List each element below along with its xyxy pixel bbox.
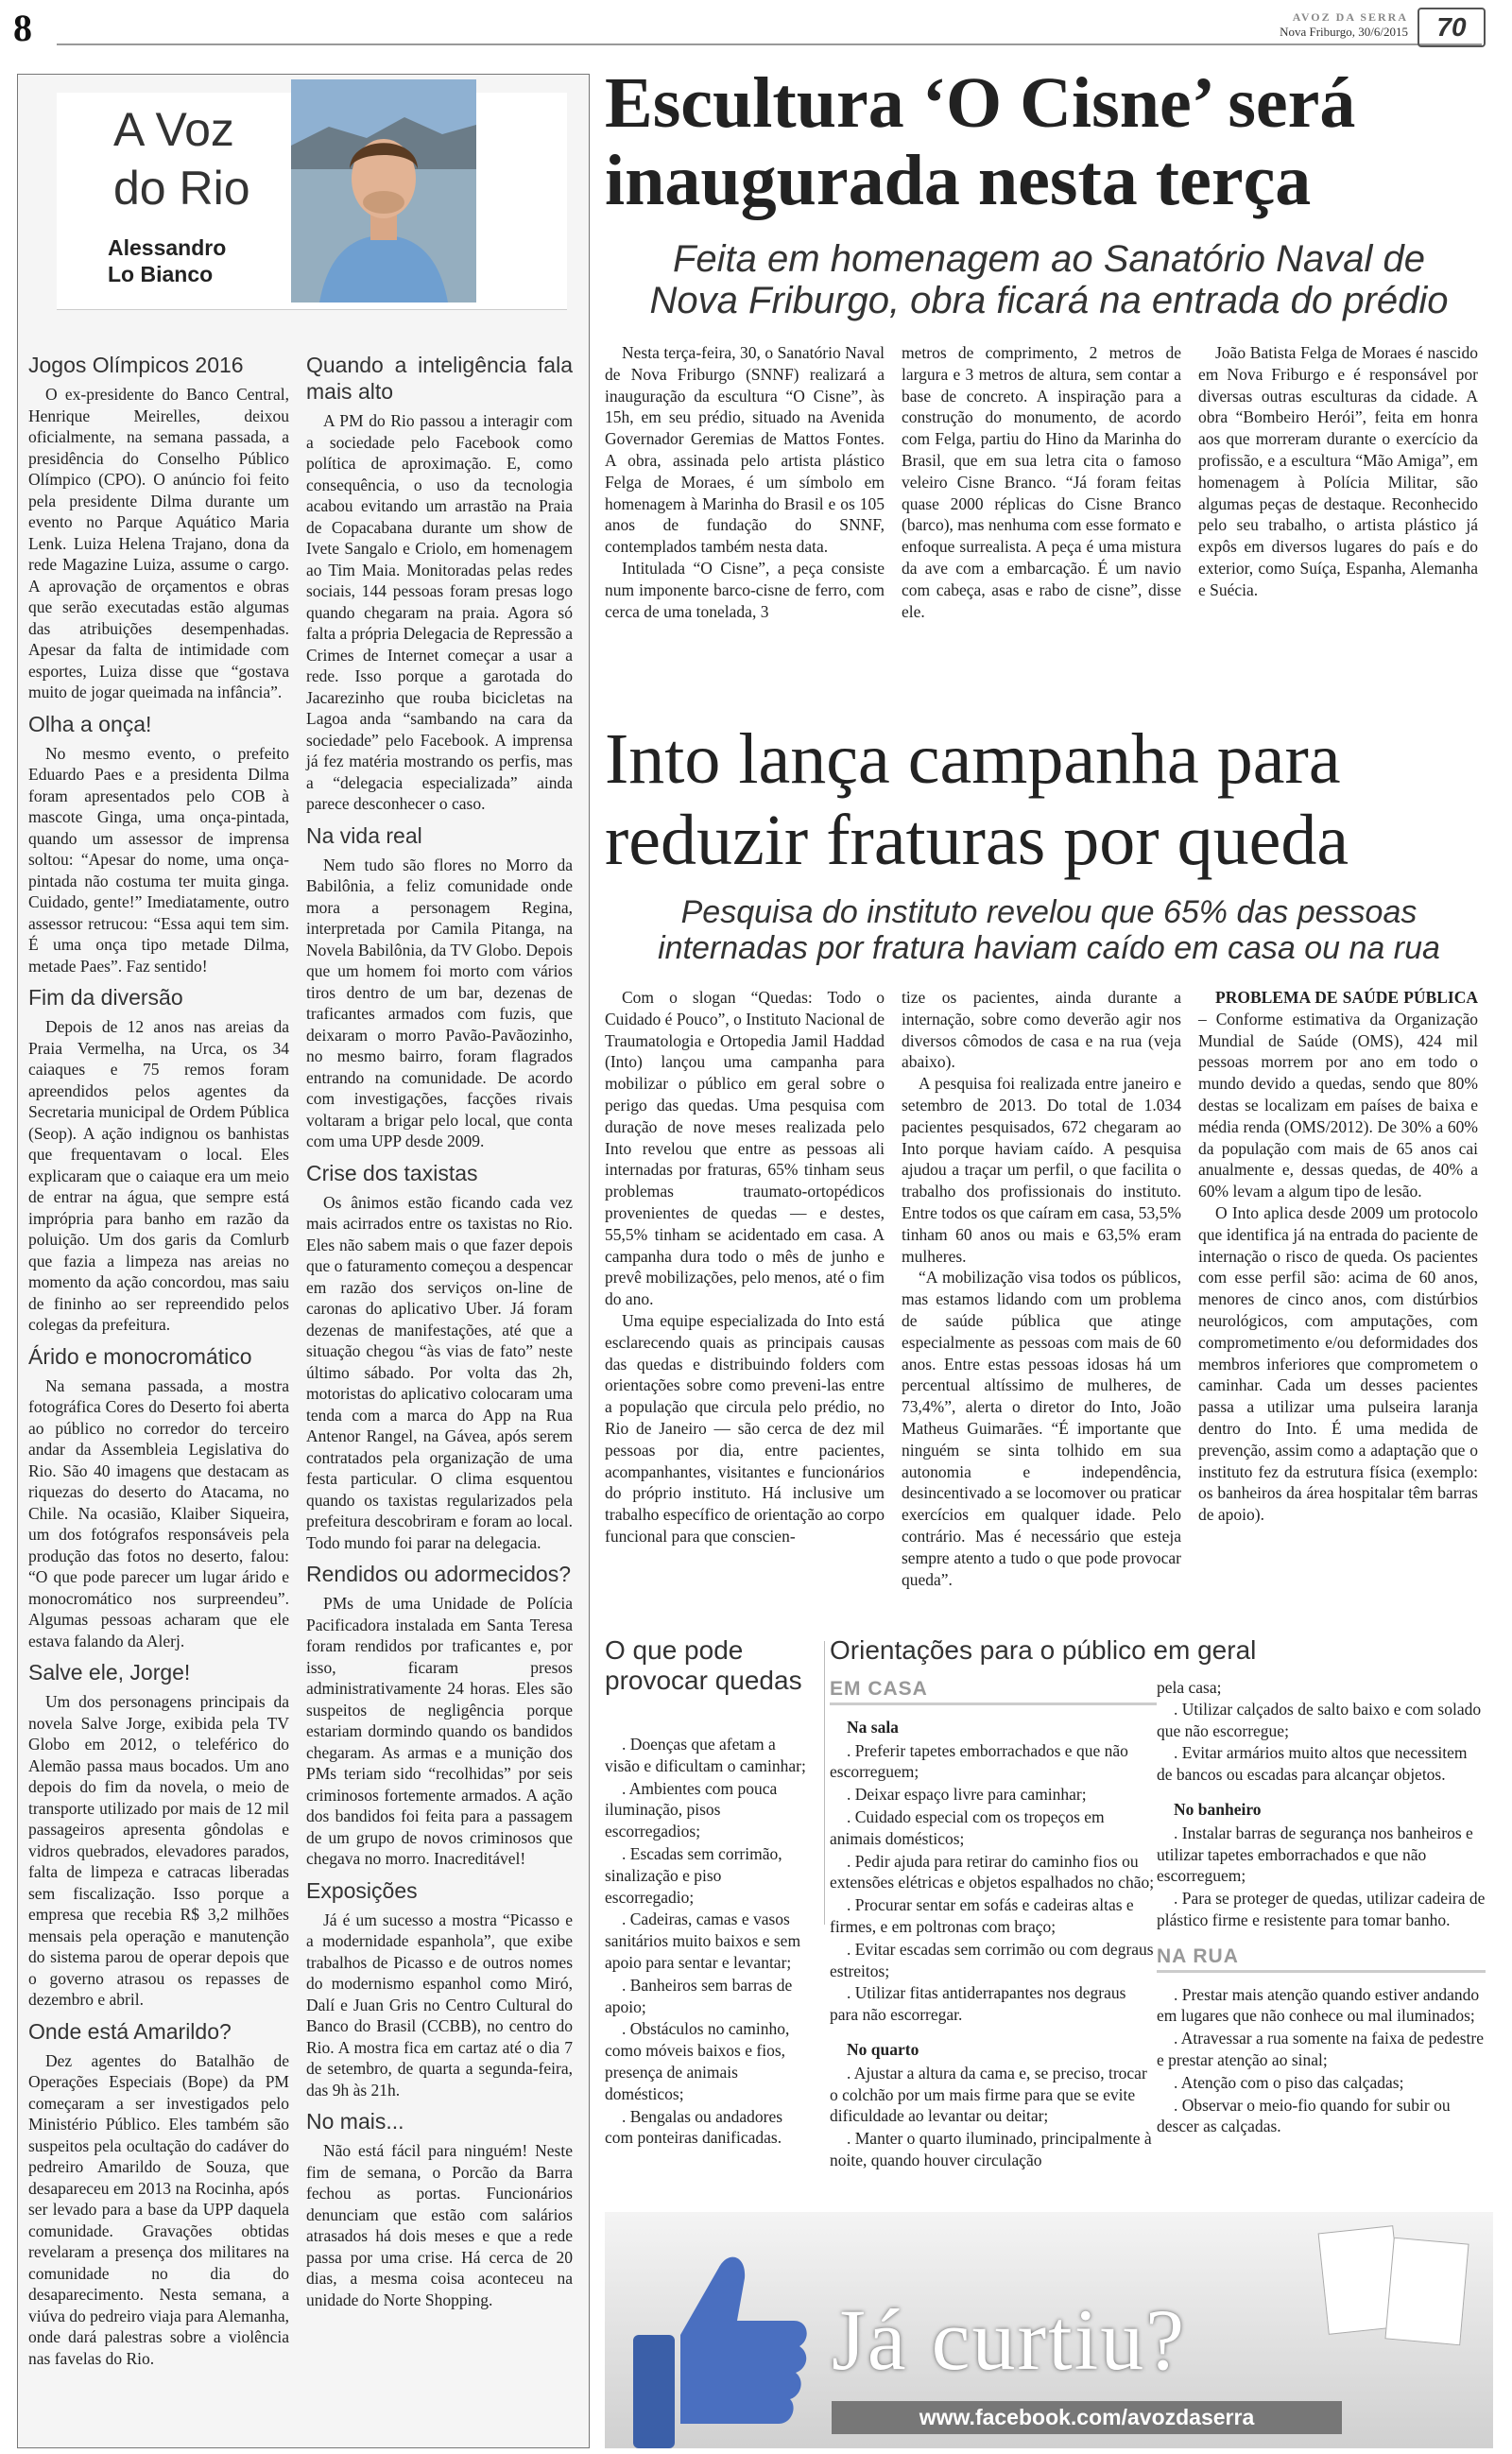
page-number: 8: [13, 7, 32, 49]
section-heading: No mais...: [306, 2109, 404, 2134]
list-item: . Evitar escadas sem corrimão ou com degraus estreitos;: [830, 1939, 1154, 1980]
box-orient-col1: [830, 1673, 1157, 2172]
story1-col1: [605, 342, 885, 622]
story1-col2: [902, 342, 1181, 622]
list-item: . Cuidado especial com os tropeços em animais domésticos;: [830, 1806, 1105, 1848]
rua-items: [1157, 1984, 1486, 2138]
column-title-line1: A Voz: [113, 103, 234, 156]
facebook-promo[interactable]: [605, 2212, 1493, 2448]
box-quedas-list: [605, 1734, 815, 2150]
story1-headline: [605, 64, 1355, 219]
story2-col3-p1: O Into aplica desde 2009 um protocolo que identifica já na entrada do paciente de internação o risco de queda. Os pacientes com esse perfil são: acima de 60 anos, menores de cinco anos, com distúrbios neurológicos, com amputações, com comprometimento e/ou deformidades dos membros inferiores que comprometem o caminhar. Cada um desses pacientes passa a utilizar uma pulseira laranja dentro do Into. É uma medida de prevenção, assim como a adaptação que o instituto fez da estrutura física (exemplo: os banheiros da área hospitalar têm barras de apoio).: [1198, 1202, 1478, 1525]
story2-col1: [605, 987, 885, 1547]
list-item: . Utilizar fitas antiderrapantes nos degraus para não escorregar.: [830, 1983, 1126, 2025]
story2-headline: [605, 718, 1349, 881]
list-item: . Obstáculos no caminho, como móveis baixos e fios, presença de animais domésticos;: [605, 2019, 790, 2103]
list-item: . Procurar sentar em sofás e cadeiras altas e firmes, e em poltronas com braço;: [830, 1895, 1134, 1936]
list-item: . Instalar barras de segurança nos banheiros e utilizar tapetes emborrachados e que não escorreguem;: [1157, 1823, 1473, 1886]
list-item: . Prestar mais atenção quando estiver andando em lugares que não conhece ou mal iluminados;: [1157, 1984, 1480, 2026]
list-item: . Bengalas ou andadores com ponteiras danificadas.: [605, 2106, 783, 2148]
story2-col2: [902, 987, 1181, 1590]
story2-col3-p0: – Conforme estimativa da Organização Mundial de Saúde (OMS), 424 mil pessoas morrem por ano em todo o mundo devido a quedas, sendo que 80% destas se localizam em países de baixa e média renda (OMS/2012). De 30% a 60% da população com mais de 65 anos cai anualmente e, dessas quedas, de 40% a 60% levam a algum tipo de lesão.: [1198, 1009, 1478, 1201]
col2-lead: pela casa;: [1157, 1678, 1222, 1697]
list-item: . Ajustar a altura da cama e, se preciso, trocar o colchão por um mais firme para que se evite dificuldade ao levantar ou deitar;: [830, 2063, 1147, 2126]
masthead: AVOZ DA SERRA: [1292, 10, 1408, 24]
em-casa-label: EM CASA: [830, 1679, 1157, 1705]
paragraph: Intitulada “O Cisne”, a peça consiste num imponente barco-cisne de ferro, com cerca de uma tonelada, 3: [605, 558, 885, 621]
col2-items: [1157, 1699, 1486, 1786]
section-heading: Árido e monocromático: [28, 1343, 252, 1369]
story1-deck-line2: Nova Friburgo, obra ficará na entrada do prédio: [649, 280, 1449, 321]
section-paragraph: Na semana passada, a mostra fotográfica Cores do Deserto foi aberta ao público no corredor do terceiro andar da Assembleia Legislativa do Rio. São 40 imagens que destacam as riquezas do deserto do Atacama, no Chile. Na ocasião, Klaiber Siqueira, um dos fotógrafos responsáveis pela produção das fotos no deserto, falou: “O que pode parecer um lugar árido e monocromático nos surpreendeu”. Algumas pessoas acharam que ele estava falando da Alerj.: [28, 1375, 289, 1650]
list-item: . Atravessar a rua somente na faixa de pedestre e prestar atenção ao sinal;: [1157, 2029, 1484, 2069]
no-quarto-heading: No quarto: [847, 2039, 919, 2059]
section-heading: Na vida real: [306, 822, 422, 848]
list-item: . Evitar armários muito altos que necessitem de bancos ou escadas para alcançar objetos.: [1157, 1743, 1468, 1785]
section-heading: Salve ele, Jorge!: [28, 1660, 191, 1685]
paragraph: “A mobilização visa todos os públicos, mas estamos lidando com um problema de saúde pública que atinge especialmente as pessoas com mais de 60 anos. Entre estas pessoas idosas há um percentual altíssimo de mulheres, de 73,4%”, alerta o diretor do Into, João Matheus Guimarães. “É importante que ninguém se sinta tolhido em sua autonomia e independência, desincentivado a se locomover ou praticar exercícios em qualquer idade. Pelo contrário. Mas é necessário que esteja sempre atento a tudo o que pode provocar queda”.: [902, 1268, 1181, 1589]
paragraph: Nesta terça-feira, 30, o Sanatório Naval de Nova Friburgo (SNNF) realizará a inauguração da escultura “O Cisne”, às 15h, em seu prédio, situado na Avenida Governador Geremias de Mattos Fontes. A obra, assinada pelo artista plástico Felga de Moraes, é um símbolo em homenagem à Marinha do Brasil e os 105 anos de fundação do SNNF, contemplados também nesta data.: [605, 343, 885, 557]
box-quedas-title: O que pode provocar quedas: [605, 1635, 802, 1695]
section-paragraph: Os ânimos estão ficando cada vez mais acirrados entre os taxistas no Rio. Eles não sabem mais o que fazer depois que o faturamento começou a despencar em razão dos serviços on-line de caronas do aplicativo Uber. Já foram dezenas de manifestações, até que a situação chegou “às vias de fato” neste último sábado. Por volta das 2h, motoristas do aplicativo colocaram uma tenda com a marca do App na Rua Antenor Rangel, na Gávea, após serem contratados pela organização de uma festa particular. O clima esquentou quando os taxistas regularizados pela prefeitura descobriram e foram ao local. Todo mundo foi parar na delegacia.: [306, 1192, 573, 1552]
list-item: . Atenção com o piso das calçadas;: [1174, 2072, 1404, 2092]
section-heading: Olha a onça!: [28, 711, 152, 736]
section-heading: Quando a inteligência fala mais alto: [306, 353, 573, 404]
column-title: [113, 100, 250, 217]
story1-col3: [1198, 342, 1478, 601]
header-rule: [57, 43, 1482, 45]
section-paragraph: Não está fácil para ninguém! Neste fim de semana, o Porcão da Barra fechou as portas. Funcionários denunciam que estão com salários atrasados há dois meses e que a rede passa por uma crise. Há cerca de 20 dias, a mesma coisa aconteceu na unidade do Norte Shopping.: [306, 2141, 573, 2309]
section-heading: Fim da diversão: [28, 985, 183, 1010]
paragraph: A pesquisa foi realizada entre janeiro e setembro de 2013. Do total de 1.034 pacientes pesquisados, 672 chegaram ao Into porque haviam caído. A pesquisa ajudou a traçar um perfil, o que facilita o trabalho dos profissionais do instituto. Entre todos os que caíram em casa, 53,5% tinham 60 anos ou mais e 63,5% eram mulheres.: [902, 1074, 1181, 1266]
column-left: [28, 344, 289, 2371]
section-paragraph: Um dos personagens principais da novela Salve Jorge, exibida pela TV Globo em 2012, o teleférico do Alemão passa maus bocados. Um ano depois do fim da novela, o meio de transporte utilizado por mais de 12 mil passageiros apresenta gôndolas e vidros quebrados, elevadores parados, falta de limpeza e catracas liberadas sem fiscalização. Isso porque a empresa que recebia R$ 3,2 milhões mensais pela operação e manutenção do sistema parou de operar depois que o governo atrasou os repasses de dezembro e abril.: [28, 1692, 289, 2009]
newspaper-thumb-2: [1384, 2238, 1469, 2346]
section-paragraph: A PM do Rio passou a interagir com a sociedade pelo Facebook como política de aproximação. E, como consequência, o uso da tecnologia acabou evitando um arrastão na Praia de Copacabana durante um show de Ivete Sangalo e Criolo, em homenagem ao Tim Maia. Monitoradas pelas redes sociais, 144 pessoas foram presas logo quando chegaram na praia. Agora só falta a própria Delegacia de Repressão a Crimes de Internet começar a usar a rede. Isso porque a garotada do Jacarezinho que rouba bicicletas na Lagoa anda “sambando na cara da sociedade” pelo Facebook. A imprensa já fez matéria mostrando os perfis, mas a “delegacia especializada” ainda parece desconhecer o caso.: [306, 411, 573, 813]
paragraph: tize os pacientes, ainda durante a internação, sobre como deverão agir nos diversos cômodos de casa e na rua (veja abaixo).: [902, 988, 1181, 1072]
sala-items: [830, 1740, 1157, 2026]
na-rua-label: NA RUA: [1157, 1946, 1486, 1973]
list-item: . Para se proteger de quedas, utilizar cadeira de plástico firme e resistente para tomar banho.: [1157, 1889, 1486, 1929]
list-item: . Escadas sem corrimão, sinalização e piso escorregadio;: [605, 1843, 782, 1907]
section-heading: Exposições: [306, 1877, 418, 1903]
section-paragraph: O ex-presidente do Banco Central, Henrique Meirelles, deixou oficialmente, na semana passada, a presidência do Conselho Público Olímpico (CPO). O anúncio foi feito pela presidente Dilma durante um evento no Parque Aquático Maria Lenk. Luiza Helena Trajano, dona da rede Magazine Luiza, assume o cargo. A aprovação de orçamentos e obras que serão executadas estão algumas das atribuições desempenhadas. Apesar da falta de intimidade com esportes, Luiza disse que “gostava muito de jogar queimada na infância”.: [28, 385, 289, 701]
section-paragraph: Nem tudo são flores no Morro da Babilônia, a feliz comunidade onde mora a personagem Regina, interpretada por Camila Pitanga, na Novela Babilônia, da TV Globo. Depois que um homem foi morto com vários tiros dentro de um bar, dezenas de traficantes armados com fuzis, que deixaram o morro Pavão-Pavãozinho, no mesmo bairro, foram flagrados entrando na comunidade. De acordo com investigações, facções rivais voltaram a brigar pelo local, que conta com uma UPP desde 2009.: [306, 855, 573, 1150]
story2-headline-line1: Into lança campanha para: [605, 719, 1341, 799]
no-banheiro-heading: No banheiro: [1174, 1799, 1262, 1819]
section-paragraph: PMs de uma Unidade de Polícia Pacificadora instalada em Santa Teresa foram rendidos por traficantes e, por isso, ficaram presos administrativamente 24 horas. Eles são suspeitos de negligência porque estariam dormindo quando os bandidos chegaram. As armas e a munição dos PMs teriam sido “recolhidas” por seis criminosos fortemente armados. A ação dos bandidos foi feita para a passagem de um grupo de novos criminosos que chegava no morro. Inacreditável!: [306, 1594, 573, 1868]
na-sala-heading: Na sala: [847, 1717, 899, 1737]
story1-headline-line1: Escultura ‘O Cisne’ será: [605, 63, 1356, 143]
promo-text: Já curtiu?: [832, 2291, 1187, 2388]
list-item: . Deixar espaço livre para caminhar;: [847, 1785, 1087, 1805]
story2-col3-lead: PROBLEMA DE SAÚDE PÚBLICA: [1215, 988, 1478, 1007]
right-sections: [306, 352, 573, 2310]
story2-deck: [605, 894, 1493, 966]
column-title-line2: do Rio: [113, 162, 250, 215]
story2-deck-line1: Pesquisa do instituto revelou que 65% das pessoas: [680, 894, 1418, 930]
section-heading: Crise dos taxistas: [306, 1160, 478, 1185]
list-item: . Doenças que afetam a visão e dificultam o caminhar;: [605, 1735, 806, 1775]
list-item: . Ambientes com pouca iluminação, pisos escorregadios;: [605, 1778, 778, 1841]
left-sections: [28, 352, 289, 2369]
story2-deck-line2: internadas por fratura haviam caído em casa ou na rua: [658, 930, 1440, 966]
paragraph: João Batista Felga de Moraes é nascido em Nova Friburgo e é responsável por diversas outras esculturas da cidade. A obra “Bombeiro Herói”, feita em honra aos que morreram durante o exercício da profissão, e a escultura “Mão Amiga”, em homenagem à Polícia Militar, são algumas peças de destaque. Reconhecido pelo seu trabalho, o artista plástico já expôs em diversos lugares do país e do exterior, como Suíça, Espanha, Alemanha e Suécia.: [1198, 343, 1478, 599]
section-paragraph: Depois de 12 anos nas areias da Praia Vermelha, na Urca, os 34 caiaques e 75 remos foram apreendidos pelos agentes da Secretaria municipal de Ordem Pública (Seop). A ação indignou os banhistas que frequentavam o local. Eles explicaram que o caiaque era um meio de entrar na água, que sempre está imprópria para banho em razão da poluição. Um dos garis da Comlurb que fazia a limpeza nas areias no momento da ação concordou, mas saiu de fininho ao ser repreendido pelos colegas da prefeitura.: [28, 1017, 289, 1334]
list-item: . Observar o meio-fio quando for subir ou descer as calçadas.: [1157, 2095, 1451, 2136]
dateline: Nova Friburgo, 30/6/2015: [1280, 25, 1408, 39]
section-paragraph: No mesmo evento, o prefeito Eduardo Paes e a presidenta Dilma foram apresentados pelo COB à mascote Ginga, uma onça-pintada, quando um assessor de imprensa soltou: “Apesar do nome, uma onça-pintada não costuma ter muita ginga. Cuidado, gente!” Imediatamente, outro assessor retrucou: “Essa aqui tem sim. É uma onça tipo metade Dilma, metade Paes”. Faz sentido!: [28, 743, 289, 976]
author-first: Alessandro: [108, 235, 227, 260]
paragraph: Com o slogan “Quedas: Todo o Cuidado é Pouco”, o Instituto Nacional de Traumatologia e Ortopedia Jamil Haddad (Into) lançou uma campanha para mobilizar o público em geral sobre o perigo das quedas. Uma pesquisa com duração de nove meses realizada pelo Into revelou que entre as pessoas ali internadas por fraturas, 65% tinham seus problemas traumato-ortopédicos provenientes de quedas — e destes, 55,5% tinham se acidentado em casa. A campanha dura todo o mês de junho e prevê mobilizações, pelo menos, até o fim do ano.: [605, 988, 885, 1309]
list-item: . Utilizar calçados de salto baixo e com solado que não escorregue;: [1157, 1699, 1482, 1740]
thumbs-up-icon: [624, 2231, 813, 2448]
section-heading: Rendidos ou adormecidos?: [306, 1562, 572, 1586]
list-item: . Manter o quarto iluminado, principalmente à noite, quando houver circulação: [830, 2129, 1152, 2169]
list-item: . Banheiros sem barras de apoio;: [605, 1975, 793, 2016]
column-author: [108, 234, 226, 287]
list-item: . Preferir tapetes emborrachados e que não escorreguem;: [830, 1740, 1128, 1782]
author-photo: [291, 79, 476, 302]
column-right: [306, 344, 573, 2312]
promo-url[interactable]: www.facebook.com/avozdaserra: [832, 2401, 1342, 2434]
story2-col3: [1198, 987, 1478, 1526]
quarto-items: [830, 2063, 1157, 2171]
anniversary-badge: 70: [1418, 8, 1486, 47]
author-last: Lo Bianco: [108, 262, 214, 286]
paragraph: Uma equipe especializada do Into está esclarecendo quais as principais causas das quedas e distribuindo folders com orientações sobre como preveni-las entre a população que circula pelo prédio, no Rio de Janeiro — são cerca de dez mil pessoas por dia, entre pacientes, acompanhantes, visitantes e funcionários do próprio instituto. Há inclusive um trabalho específico de orientação ao corpo funcional para que conscien-: [605, 1310, 885, 1546]
section-heading: Jogos Olímpicos 2016: [28, 353, 244, 377]
header-info: [1280, 9, 1408, 40]
box-orient-title: Orientações para o público em geral: [830, 1635, 1257, 1665]
box-orient-col2: [1157, 1677, 1486, 2138]
banheiro-items: [1157, 1823, 1486, 1931]
paragraph: metros de comprimento, 2 metros de largura e 3 metros de altura, sem contar a base de concreto. A inspiração para a construção do monumento, de acordo com Felga, partiu do Hino da Marinha do Brasil, que em sua letra cita o famoso veleiro Cisne Branco. “Já foram feitas quase 2000 réplicas do Cisne Branco (barco), mas nenhuma com esse formato e enfoque surrealista. A peça é uma mistura da ave com a embarcação. É um navio com cabeça, asas e rabo de cisne”, disse ele.: [902, 343, 1181, 621]
section-paragraph: Dez agentes do Batalhão de Operações Especiais (Bope) da PM começaram a ser investigados pelo Ministério Público. Eles também são suspeitos pela ocultação do cadáver do pedreiro Amarildo de Souza, que desapareceu em 2013 na Rocinha, após ser levado para a base da UPP daquela comunidade. Gravações obtidas revelaram a presença dos militares na comunidade no dia do desaparecimento. Nesta semana, a viúva do pedreiro viaja para Alemanha, onde dará palestras sobre a violência nas favelas do Rio.: [28, 2050, 290, 2368]
story2-headline-line2: reduzir fraturas por queda: [605, 801, 1349, 880]
story1-deck: [605, 238, 1493, 321]
story1-deck-line1: Feita em homenagem ao Sanatório Naval de: [672, 238, 1425, 280]
box-divider: [824, 1641, 825, 1925]
list-item: . Cadeiras, camas e vasos sanitários muito baixos e sem apoio para sentar e levantar;: [605, 1910, 801, 1972]
story1-headline-line2: inaugurada nesta terça: [605, 141, 1312, 220]
section-paragraph: Já é um sucesso a mostra “Picasso e a modernidade espanhola”, que exibe trabalhos de Picasso e de outros nomes do modernismo espanhol como Miró, Dalí e Juan Gris no Centro Cultural do Banco do Brasil (CCBB), no centro do Rio. A mostra fica em cartaz até o dia 7 de setembro, de quarta a segunda-feira, das 9h às 21h.: [306, 1910, 573, 2100]
section-heading: Onde está Amarildo?: [28, 2018, 232, 2044]
list-item: . Pedir ajuda para retirar do caminho fios ou extensões elétricas e objetos espalhados no chão;: [830, 1851, 1155, 1892]
